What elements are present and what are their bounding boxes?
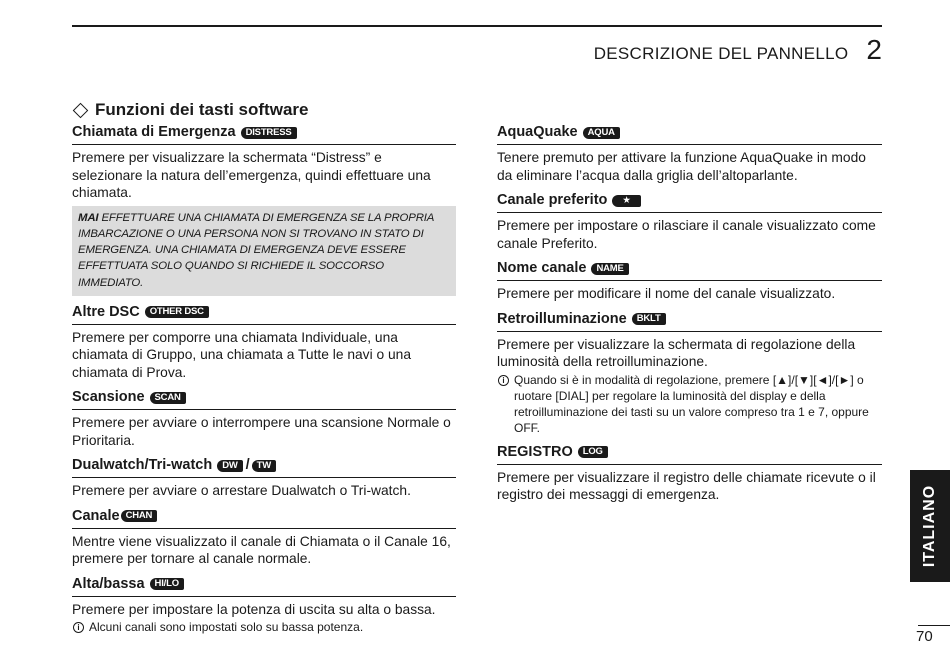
warning-bold: MAI [78, 211, 99, 224]
favorite-section [497, 192, 882, 252]
hilo-description: Premere per impostare la potenza di uscita su alta o bassa. [72, 601, 436, 617]
hilo-heading [72, 576, 456, 597]
log-description: Premere per visualizzare il registro delle chiamate ricevute o il registro dei messaggi di emergenza. [497, 469, 876, 502]
other-dsc-key-icon: OTHER DSC [145, 306, 209, 318]
tw-key-icon: TW [252, 460, 276, 472]
dualwatch-description: Premere per avviare o arrestare Dualwatch o Tri-watch. [72, 483, 411, 499]
dw-key-icon: DW [217, 460, 242, 472]
scan-description: Premere per avviare o interrompere una scansione Normale o Prioritaria. [72, 415, 451, 448]
hilo-section [72, 576, 456, 636]
hilo-note-text: Alcuni canali sono impostati solo su bassa potenza. [89, 620, 364, 635]
scan-heading [72, 389, 456, 410]
log-key-icon: LOG [578, 446, 608, 458]
channel-section [72, 508, 456, 568]
channel-title: Canale [72, 507, 120, 524]
bklt-key-icon: BKLT [632, 313, 666, 325]
name-key-icon: NAME [591, 263, 628, 275]
name-heading [497, 260, 882, 281]
section-title-text: Funzioni dei tasti software [95, 100, 309, 119]
top-rule [72, 25, 882, 27]
diamond-icon [73, 102, 89, 118]
aquaquake-section [497, 124, 882, 184]
distress-heading [72, 124, 456, 145]
page-number: 70 [916, 628, 933, 645]
distress-description: Premere per visualizzare la schermata “Distress” e selezionare la natura dell’emergenza, quindi effettuare una chiamata. [72, 150, 431, 200]
name-description: Premere per modificare il nome del canale visualizzato. [497, 286, 836, 301]
aquaquake-title: AquaQuake [497, 124, 578, 140]
hilo-note [72, 619, 456, 635]
aquaquake-heading [497, 124, 882, 145]
backlight-description: Premere per visualizzare la schermata di regolazione della luminosità della retroilluminazione. [497, 336, 856, 369]
info-icon: i [73, 622, 84, 633]
scan-section [72, 389, 456, 449]
right-column [497, 124, 882, 512]
name-title: Nome canale [497, 260, 587, 276]
left-column [72, 100, 456, 643]
scan-title: Scansione [72, 389, 145, 406]
other-dsc-heading [72, 304, 456, 325]
warning-text: EFFETTUARE UNA CHIAMATA DI EMERGENZA SE LA PROPRIA IMBARCAZIONE O UNA PERSONA NON SI TROVANO IN STATO DI EMERGENZA. UNA CHIAMATA DI EMERGENZA DEVE ESSERE EFFETTUATA SOLO QUANDO SI RICHIEDE IL SOCCORSO IMMEDIATO. [78, 211, 434, 289]
channel-description: Mentre viene visualizzato il canale di Chiamata o il Canale 16, premere per tornare al canale normale. [72, 533, 451, 567]
backlight-note [497, 372, 882, 436]
dualwatch-section [72, 457, 456, 500]
favorite-title: Canale preferito [497, 192, 608, 208]
distress-key-icon: DISTRESS [241, 127, 297, 139]
page-number-rule [918, 625, 950, 626]
hilo-key-icon: HI/LO [150, 578, 184, 590]
other-dsc-section [72, 304, 456, 382]
language-tab-label: ITALIANO [921, 484, 939, 568]
distress-warning [72, 206, 456, 296]
section-title [72, 100, 456, 120]
chan-key-icon: CHAN [121, 510, 158, 522]
language-tab [910, 470, 950, 582]
favorite-heading [497, 192, 882, 213]
header-title: DESCRIZIONE DEL PANNELLO [593, 44, 849, 63]
backlight-heading [497, 311, 882, 332]
dualwatch-heading [72, 457, 456, 478]
info-icon: i [498, 375, 509, 386]
favorite-description: Premere per impostare o rilasciare il canale visualizzato come canale Preferito. [497, 218, 876, 251]
aquaquake-description: Tenere premuto per attivare la funzione AquaQuake in modo da eliminare l’acqua dalla griglia dell’altoparlante. [497, 150, 866, 183]
key-separator: / [245, 457, 250, 474]
other-dsc-title: Altre DSC [72, 303, 140, 320]
backlight-note-text: Quando si è in modalità di regolazione, premere [▲]/[▼][◄]/[►] o ruotare [DIAL] per regolare la luminosità del display e della retroilluminazione dei tasti su un valore compreso tra 1 e 7, oppure OFF. [514, 372, 869, 435]
dualwatch-title: Dualwatch/Tri-watch [72, 457, 213, 474]
log-heading [497, 444, 882, 465]
name-section [497, 260, 882, 303]
hilo-title: Alta/bassa [72, 575, 145, 592]
distress-section [72, 124, 456, 296]
backlight-section [497, 311, 882, 436]
distress-title: Chiamata di Emergenza [72, 124, 236, 140]
page-header [594, 34, 882, 66]
star-key-icon: ★ [612, 195, 640, 207]
log-title: REGISTRO [497, 443, 573, 460]
backlight-title: Retroilluminazione [497, 310, 627, 327]
other-dsc-description: Premere per comporre una chiamata Individuale, una chiamata di Gruppo, una chiamata a Tutte le navi o una chiamata di Prova. [72, 329, 412, 380]
aqua-key-icon: AQUA [583, 127, 620, 139]
channel-heading [72, 508, 456, 529]
scan-key-icon: SCAN [150, 392, 186, 404]
log-section [497, 444, 882, 504]
chapter-number: 2 [866, 34, 882, 65]
